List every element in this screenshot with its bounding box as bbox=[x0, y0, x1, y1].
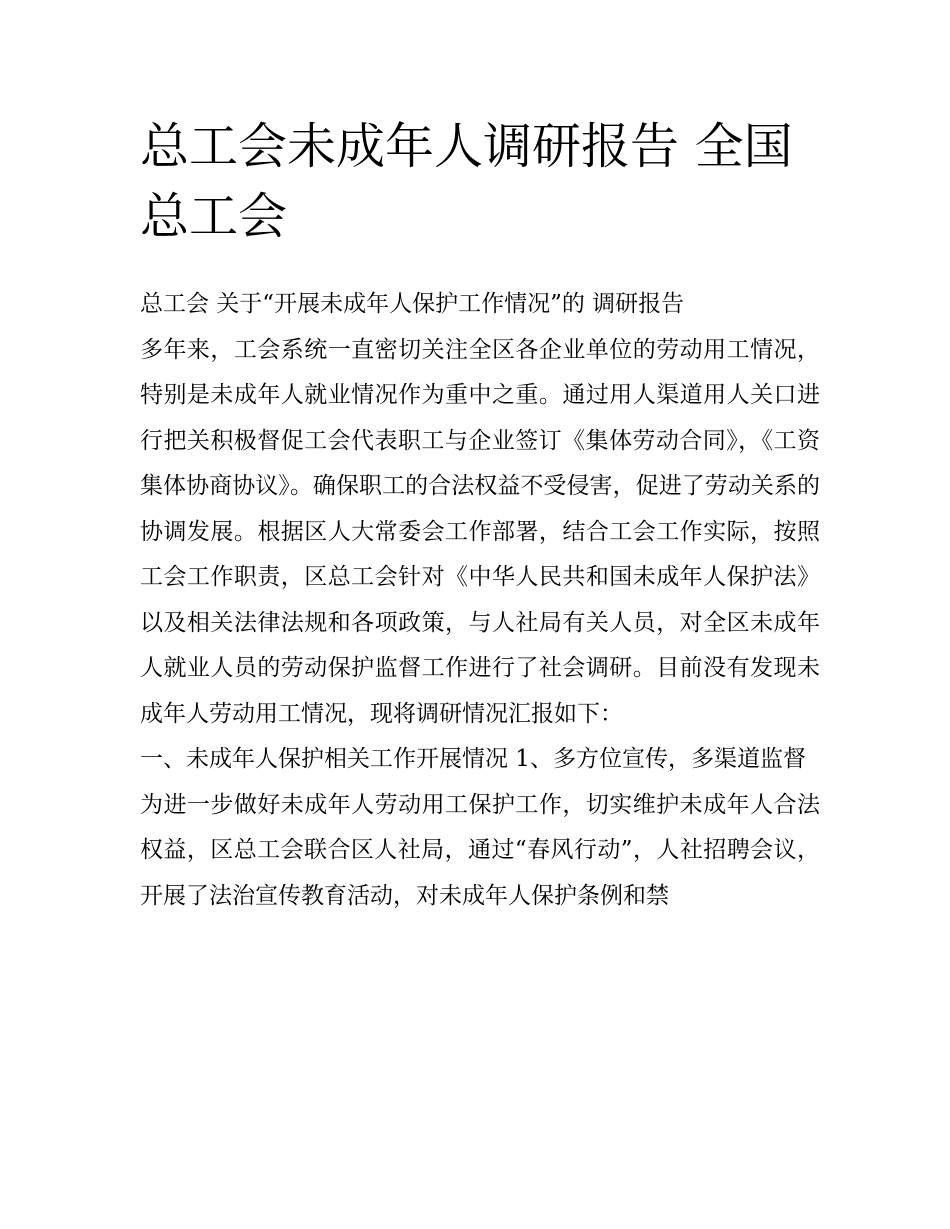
paragraph-intro: 多年来，工会系统一直密切关注全区各企业单位的劳动用工情况，特别是未成年人就业情况作为重中之重。通过用人渠道用人关口进行把关积极督促工会代表职工与企业签订《集体劳动合同》，《工资集体协商协议》。确保职工的合法权益不受侵害，促进了劳动关系的协调发展。根据区人大常委会工作部署，结合工会工作实际，按照工会工作职责，区总工会针对《中华人民共和国未成年人保护法》以及相关法律法规和各项政策，与人社局有关人员，对全区未成年人就业人员的劳动保护监督工作进行了社会调研。目前没有发现未成年人劳动用工情况，现将调研情况汇报如下： bbox=[140, 336, 820, 727]
document-body bbox=[140, 112, 820, 919]
document-subtitle: 总工会 关于“开展未成年人保护工作情况”的 调研报告 bbox=[140, 291, 685, 317]
section-heading: 一、未成年人保护相关工作开展情况 1、多方位宣传，多渠道监督 bbox=[140, 746, 806, 772]
paragraph-body: 为进一步做好未成年人劳动用工保护工作，切实维护未成年人合法权益，区总工会联合区人社局，通过“春风行动”，人社招聘会议，开展了法治宣传教育活动，对未成年人保护条例和禁 bbox=[140, 791, 820, 909]
document-title: 总工会未成年人调研报告 全国总工会 bbox=[140, 118, 793, 245]
